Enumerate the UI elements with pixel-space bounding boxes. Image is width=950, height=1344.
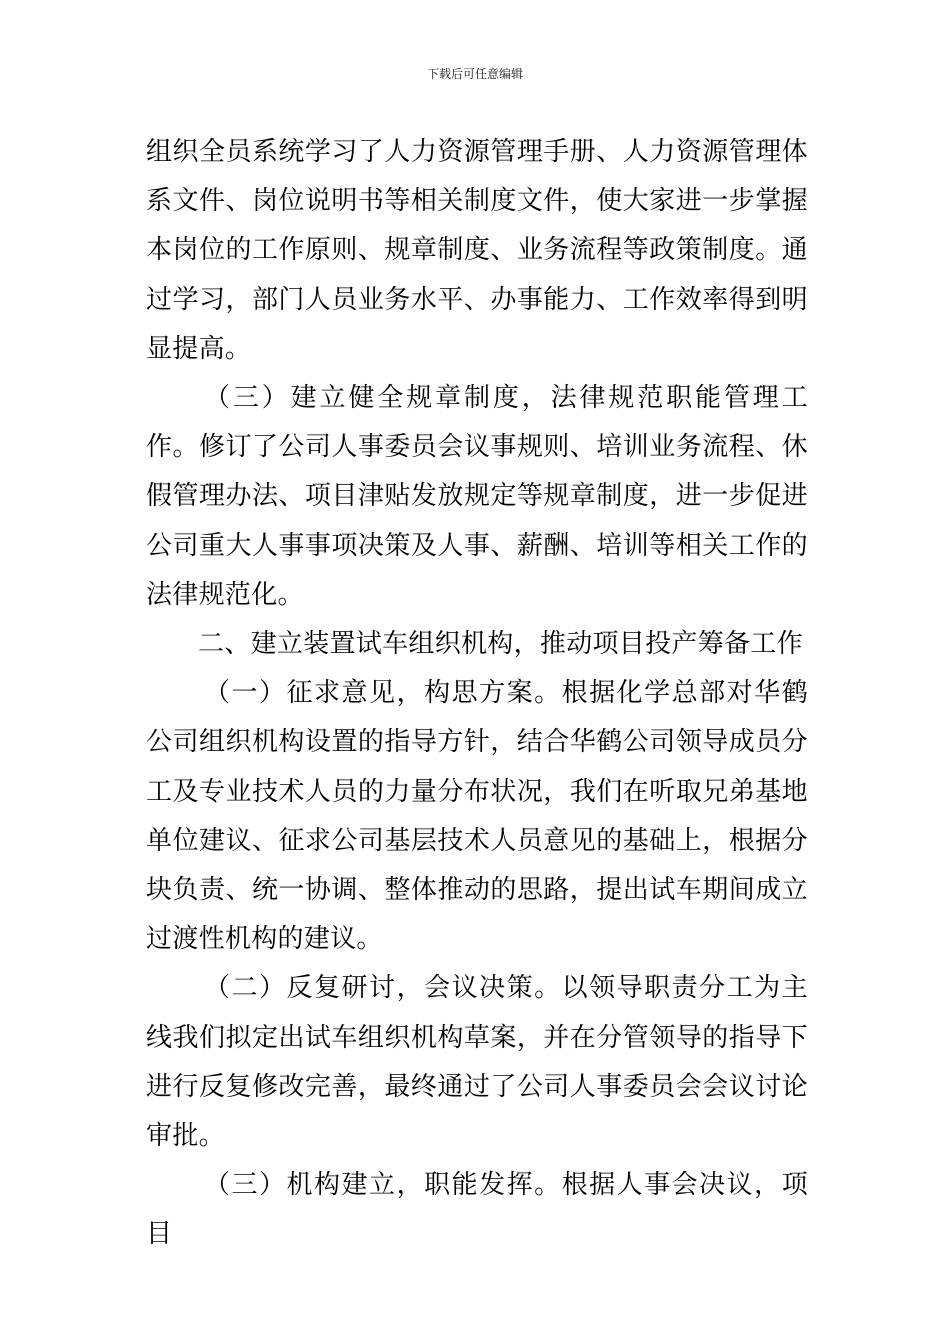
paragraph-hr-study: 组织全员系统学习了人力资源管理手册、人力资源管理体系文件、岗位说明书等相关制度文件，使大家进一步掌握本岗位的工作原则、规章制度、业务流程等政策制度。通过学习，部门人员业务水平、办事能力、工作效率得到明显提高。 bbox=[146, 137, 808, 364]
paragraph-repeated-discussion: （二）反复研讨，会议决策。以领导职责分工为主线我们拟定出试车组织机构草案，并在分管领导的指导下进行反复修改完善，最终通过了公司人事委员会会议讨论审批。 bbox=[146, 973, 808, 1152]
paragraph-solicit-opinions: （一）征求意见，构思方案。根据化学总部对华鹤公司组织机构设置的指导方针，结合华鹤公司领导成员分工及专业技术人员的力量分布状况，我们在听取兄弟基地单位建议、征求公司基层技术人员意见的基础上，根据分块负责、统一协调、整体推动的思路，提出试车期间成立过渡性机构的建议。 bbox=[146, 678, 808, 955]
document-body bbox=[146, 128, 808, 1260]
paragraph-rules-system: （三）建立健全规章制度，法律规范职能管理工作。修订了公司人事委员会议事规则、培训业务流程、休假管理办法、项目津贴发放规定等规章制度，进一步促进公司重大人事事项决策及人事、薪酬、培训等相关工作的法律规范化。 bbox=[146, 383, 808, 610]
paragraph-institution-established: （三）机构建立，职能发挥。根据人事会决议，项目 bbox=[146, 1170, 808, 1250]
page-header-watermark: 下载后可任意编辑 bbox=[426, 67, 523, 81]
section-heading-trial-organization: 二、建立装置试车组织机构，推动项目投产筹备工作 bbox=[198, 629, 803, 660]
